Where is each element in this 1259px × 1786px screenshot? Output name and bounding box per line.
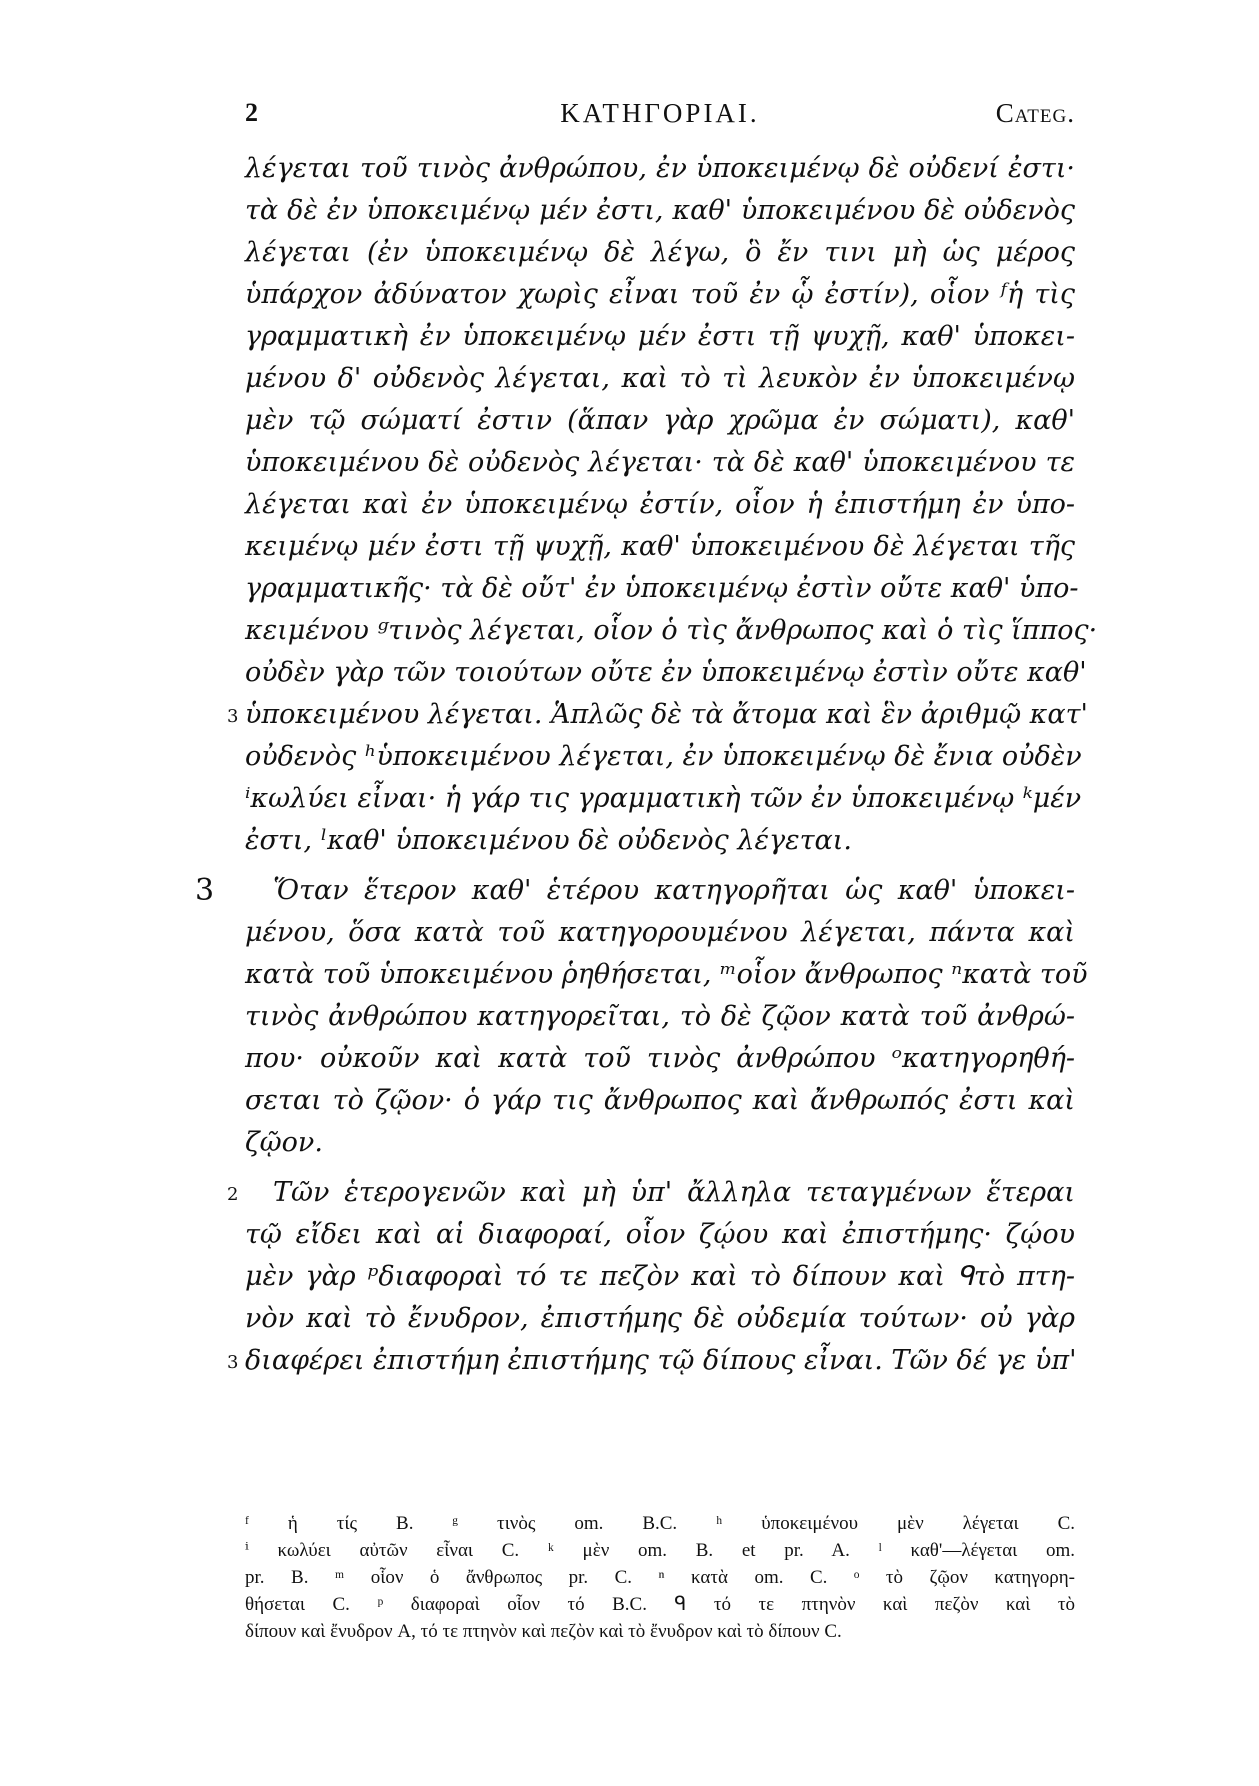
text-line: κειμένῳ μέν ἐστι τῇ ψυχῇ, καθ' ὑποκειμένου δὲ λέγεται τῆς: [245, 531, 1075, 562]
margin-line-number: 3: [227, 706, 239, 727]
text-line: οὐδενὸς ʰὑποκειμένου λέγεται, ἐν ὑποκειμένῳ δὲ ἔνια οὐδὲν: [245, 741, 1082, 772]
text-line: τινὸς ἀνθρώπου κατηγορεῖται, τὸ δὲ ζῷον κατὰ τοῦ ἀνθρώ-: [245, 1001, 1075, 1032]
footnote-line: ᶠ ἡ τίς B. ᵍ τινὸς om. B.C. ʰ ὑποκειμένου μὲν λέγεται C.: [245, 1513, 1075, 1534]
margin-line-number: 3: [227, 1352, 239, 1373]
text-line: λέγεται καὶ ἐν ὑποκειμένῳ ἐστίν, οἷον ἡ ἐπιστήμη ἐν ὑπο-: [245, 489, 1075, 520]
text-line: ἐστι, ˡκαθ' ὑποκειμένου δὲ οὐδενὸς λέγεται.: [245, 825, 852, 856]
text-line: τῷ εἴδει καὶ αἱ διαφοραί, οἷον ζῴου καὶ ἐπιστήμης· ζῴου: [245, 1219, 1075, 1250]
section-number: 3: [195, 873, 215, 908]
footnote-line: ⁱ κωλύει αὐτῶν εἶναι C. ᵏ μὲν om. B. et pr. A. ˡ καθ'—λέγεται om.: [245, 1540, 1075, 1561]
footnote-line: pr. B. ᵐ οἷον ὁ ἄνθρωπος pr. C. ⁿ κατὰ om. C. ᵒ τὸ ζῷον κατηγορη-: [245, 1567, 1075, 1588]
text-line: νὸν καὶ τὸ ἔνυδρον, ἐπιστήμης δὲ οὐδεμία τούτων· οὐ γὰρ: [245, 1303, 1075, 1334]
text-line: ζῷον.: [245, 1127, 323, 1158]
text-line: κειμένου ᵍτινὸς λέγεται, οἷον ὁ τὶς ἄνθρωπος καὶ ὁ τὶς ἵππος·: [245, 615, 1098, 646]
main-text: [195, 148, 1098, 1382]
text-line: 2 Τῶν ἑτερογενῶν καὶ μὴ ὑπ' ἄλληλα τεταγμένων ἕτεραι: [245, 1172, 1075, 1214]
page-number: 2: [245, 98, 258, 127]
text-line: λέγεται (ἐν ὑποκειμένῳ δὲ λέγω, ὃ ἔν τινι μὴ ὡς μέρος: [245, 237, 1075, 268]
page-header: [245, 98, 1075, 138]
footnotes: [245, 1510, 1075, 1645]
text-line: ⁱκωλύει εἶναι· ἡ γάρ τις γραμματικὴ τῶν ἐν ὑποκειμένῳ ᵏμέν: [245, 783, 1082, 814]
margin-line-number: 2: [227, 1184, 239, 1205]
footnote-line: θήσεται C. ᵖ διαφοραὶ οἷον τό B.C. ᑫ τό τε πτηνὸν καὶ πεζὸν καὶ τὸ: [245, 1594, 1075, 1615]
text-line: μένου δ' οὐδενὸς λέγεται, καὶ τὸ τὶ λευκὸν ἐν ὑποκειμένῳ: [245, 363, 1075, 394]
text-line: μένου, ὅσα κατὰ τοῦ κατηγορουμένου λέγεται, πάντα καὶ: [245, 917, 1075, 948]
page-title: ΚΑΤΗΓΟΡΙΑΙ.: [560, 98, 760, 128]
footnote-line: δίπουν καὶ ἔνυδρον A, τό τε πτηνὸν καὶ πεζὸν καὶ τὸ ἔνυδρον καὶ τὸ δίπουν C.: [245, 1621, 842, 1642]
text-line: σεται τὸ ζῷον· ὁ γάρ τις ἄνθρωπος καὶ ἄνθρωπός ἐστι καὶ: [245, 1085, 1075, 1116]
text-line: 3 Ὅταν ἕτερον καθ' ἑτέρου κατηγορῆται ὡς καθ' ὑποκει-: [245, 870, 1075, 912]
text-line: γραμματικὴ ἐν ὑποκειμένῳ μέν ἐστι τῇ ψυχῇ, καθ' ὑποκει-: [245, 321, 1075, 352]
text-line: κατὰ τοῦ ὑποκειμένου ῥηθήσεται, ᵐοἷον ἄνθρωπος ⁿκατὰ τοῦ: [245, 959, 1088, 990]
text-line: λέγεται τοῦ τινὸς ἀνθρώπου, ἐν ὑποκειμένῳ δὲ οὐδενί ἐστι·: [245, 153, 1075, 184]
text-line: τὰ δὲ ἐν ὑποκειμένῳ μέν ἐστι, καθ' ὑποκειμένου δὲ οὐδενὸς: [245, 195, 1075, 226]
text-line: 3 διαφέρει ἐπιστήμη ἐπιστήμης τῷ δίπους εἶναι. Τῶν δέ γε ὑπ': [245, 1340, 1075, 1382]
text-line: μὲν τῷ σώματί ἐστιν (ἅπαν γὰρ χρῶμα ἐν σώματι), καθ': [245, 405, 1075, 436]
running-head: Categ.: [995, 98, 1075, 128]
text-line: ὑπάρχον ἀδύνατον χωρὶς εἶναι τοῦ ἐν ᾧ ἐστίν), οἷον ᶠἡ τὶς: [245, 279, 1075, 310]
text-line: γραμματικῆς· τὰ δὲ οὔτ' ἐν ὑποκειμένῳ ἐστὶν οὔτε καθ' ὑπο-: [245, 573, 1079, 604]
text-line: οὐδὲν γὰρ τῶν τοιούτων οὔτε ἐν ὑποκειμένῳ ἐστὶν οὔτε καθ': [245, 657, 1087, 688]
text-line: που· οὐκοῦν καὶ κατὰ τοῦ τινὸς ἀνθρώπου ᵒκατηγορηθή-: [245, 1043, 1075, 1074]
text-line: ὑποκειμένου δὲ οὐδενὸς λέγεται· τὰ δὲ καθ' ὑποκειμένου τε: [245, 447, 1075, 478]
text-line: μὲν γὰρ ᵖδιαφοραὶ τό τε πεζὸν καὶ τὸ δίπουν καὶ ᑫτὸ πτη-: [245, 1261, 1075, 1292]
text-line: 3 ὑποκειμένου λέγεται. Ἁπλῶς δὲ τὰ ἄτομα καὶ ἓν ἀριθμῷ κατ': [245, 694, 1075, 736]
